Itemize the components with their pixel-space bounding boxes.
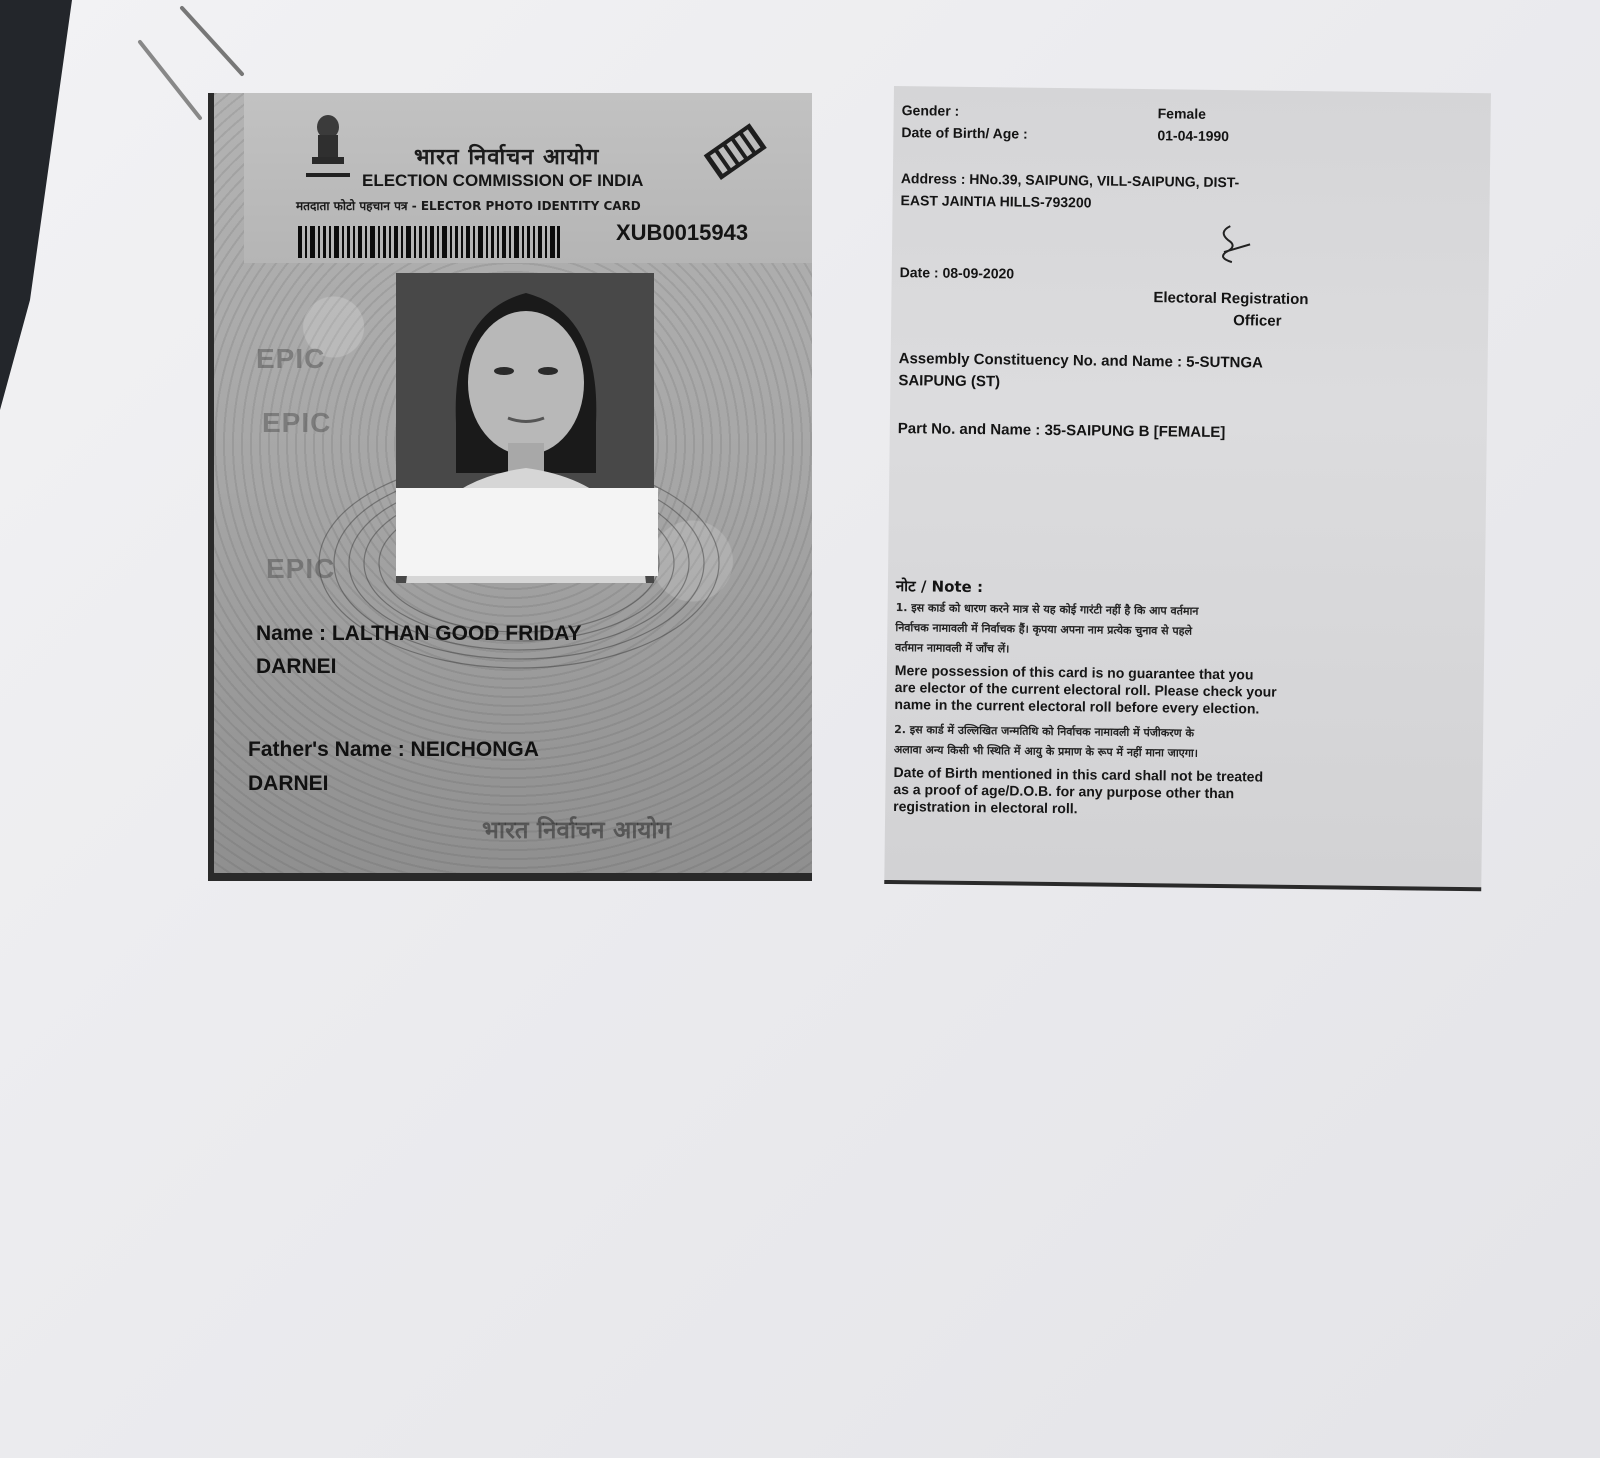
name-line-1: Name : LALTHAN GOOD FRIDAY [256, 622, 582, 645]
evm-logo-icon [700, 123, 770, 183]
dob-value: 01-04-1990 [1157, 127, 1230, 145]
voter-card-back [884, 86, 1491, 891]
note-2-hindi-line-1: 2. इस कार्ड में उल्लिखित जन्मतिथि को निर्वाचक नामावली में पंजीकरण के [894, 723, 1195, 740]
voter-card-front [208, 93, 812, 881]
note-2-english-line-1: Date of Birth mentioned in this card shall not be treated [893, 764, 1264, 785]
national-emblem-icon [306, 113, 350, 183]
address-line-2: EAST JAINTIA HILLS-793200 [900, 192, 1092, 211]
barcode [298, 226, 560, 258]
note-1-hindi-line-3: वर्तमान नामावली में जाँच लें। [895, 641, 1010, 656]
epic-watermark: EPIC [262, 407, 332, 438]
note-2-hindi-line-2: अलावा अन्य किसी भी स्थिति में आयु के प्रमाण के रूप में नहीं माना जाएगा। [893, 743, 1199, 760]
assembly-line-1: Assembly Constituency No. and Name : 5-SUTNGA [898, 350, 1263, 372]
dob-label: Date of Birth/ Age : [901, 124, 1028, 142]
note-1-english-line-3: name in the current electoral roll before every election. [894, 696, 1260, 717]
epic-watermark: EPIC [266, 553, 336, 584]
note-heading: नोट / Note : [895, 577, 984, 597]
redaction-box [396, 488, 658, 576]
father-name-line-1: Father's Name : NEICHONGA [248, 738, 539, 761]
note-1-hindi-line-2: निर्वाचक नामावली में निर्वाचक हैं। कृपया अपना नाम प्रत्येक चुनाव से पहले [895, 621, 1193, 638]
note-1-hindi-line-1: 1. इस कार्ड को धारण करने मात्र से यह कोई गारंटी नहीं है कि आप वर्तमान [895, 601, 1199, 618]
name-line-2: DARNEI [256, 655, 337, 678]
gender-value: Female [1157, 105, 1207, 122]
note-1-english-line-2: are elector of the current electoral roll. Please check your [894, 679, 1277, 700]
note-1-english-line-1: Mere possession of this card is no guarantee that you [894, 662, 1254, 683]
card-title-hindi: भारत निर्वाचन आयोग [414, 145, 600, 170]
note-2-english-line-2: as a proof of age/D.O.B. for any purpose other than [893, 781, 1235, 802]
part-line: Part No. and Name : 35-SAIPUNG B [FEMALE] [897, 420, 1226, 442]
card-title-english: ELECTION COMMISSION OF INDIA [362, 171, 644, 190]
epic-watermark: EPIC [256, 343, 326, 374]
epic-number: XUB0015943 [616, 220, 749, 245]
assembly-line-2: SAIPUNG (ST) [898, 372, 1001, 391]
father-name-line-2: DARNEI [248, 772, 329, 795]
gender-label: Gender : [901, 102, 960, 119]
officer-title-line-1: Electoral Registration [1153, 289, 1309, 309]
issue-date: Date : 08-09-2020 [899, 264, 1015, 282]
officer-title-line-2: Officer [1233, 312, 1282, 330]
officer-signature [1210, 222, 1261, 267]
card-subtitle: मतदाता फोटो पहचान पत्र - ELECTOR PHOTO IDENTITY CARD [296, 199, 641, 213]
note-2-english-line-3: registration in electoral roll. [893, 798, 1078, 817]
address-line-1: Address : HNo.39, SAIPUNG, VILL-SAIPUNG, DIST- [900, 170, 1240, 191]
card-footer-hindi: भारत निर्वाचन आयोग [482, 816, 672, 844]
